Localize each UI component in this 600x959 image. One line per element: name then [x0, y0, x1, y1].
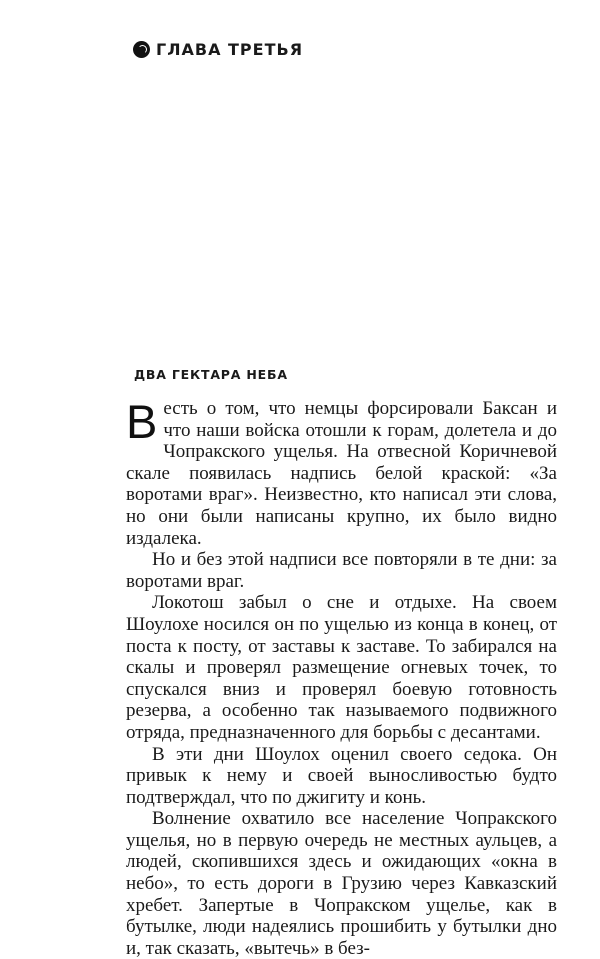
body-text — [126, 395, 557, 959]
chapter-title: ГЛАВА ТРЕТЬЯ — [156, 40, 304, 59]
drop-cap: В — [126, 395, 158, 448]
paragraph-1-text: есть о том, что немцы форсировали Баксан и что наши войска отошли к горам, долетела и до Чопракского ущелья. На отвесной Коричневой скале появилась надпись белой краской: «За воротами враг». Неизвестно, кто написал эти слова, но они были написаны крупно, их было видно издалека. — [126, 398, 557, 549]
paragraph-3: Локотош забыл о сне и отдыхе. На своем Шоулохе носился он по ущелью из конца в конец, от поста к посту, от заставы к заставе. То забирался на скалы и проверял размещение огневых точек, то спускался вниз и проверял боевую готовность резерва, а особенно так называемого подвижного отряда, предназначенного для борьбы с десантами. — [126, 592, 557, 743]
section-title: ДВА ГЕКТАРА НЕБА — [134, 367, 288, 382]
paragraph-1 — [126, 395, 557, 549]
paragraph-2: Но и без этой надписи все повторяли в те дни: за воротами враг. — [126, 549, 557, 592]
paragraph-5: Волнение охватило все население Чопракского ущелья, но в первую очередь не местных аульцев, а людей, скопившихся здесь и ожидающих «окна в небо», то есть дороги в Грузию через Кавказский хребет. Запертые в Чопракском ущелье, как в бутылке, люди надеялись прошибить у бутылки дно и, так сказать, «вытечь» в без- — [126, 808, 557, 959]
paragraph-4: В эти дни Шоулох оценил своего седока. Он привык к нему и своей выносливостью будто подтверждал, что по джигиту и конь. — [126, 743, 557, 808]
chapter-ornament-icon — [133, 41, 150, 58]
chapter-header — [133, 40, 303, 59]
